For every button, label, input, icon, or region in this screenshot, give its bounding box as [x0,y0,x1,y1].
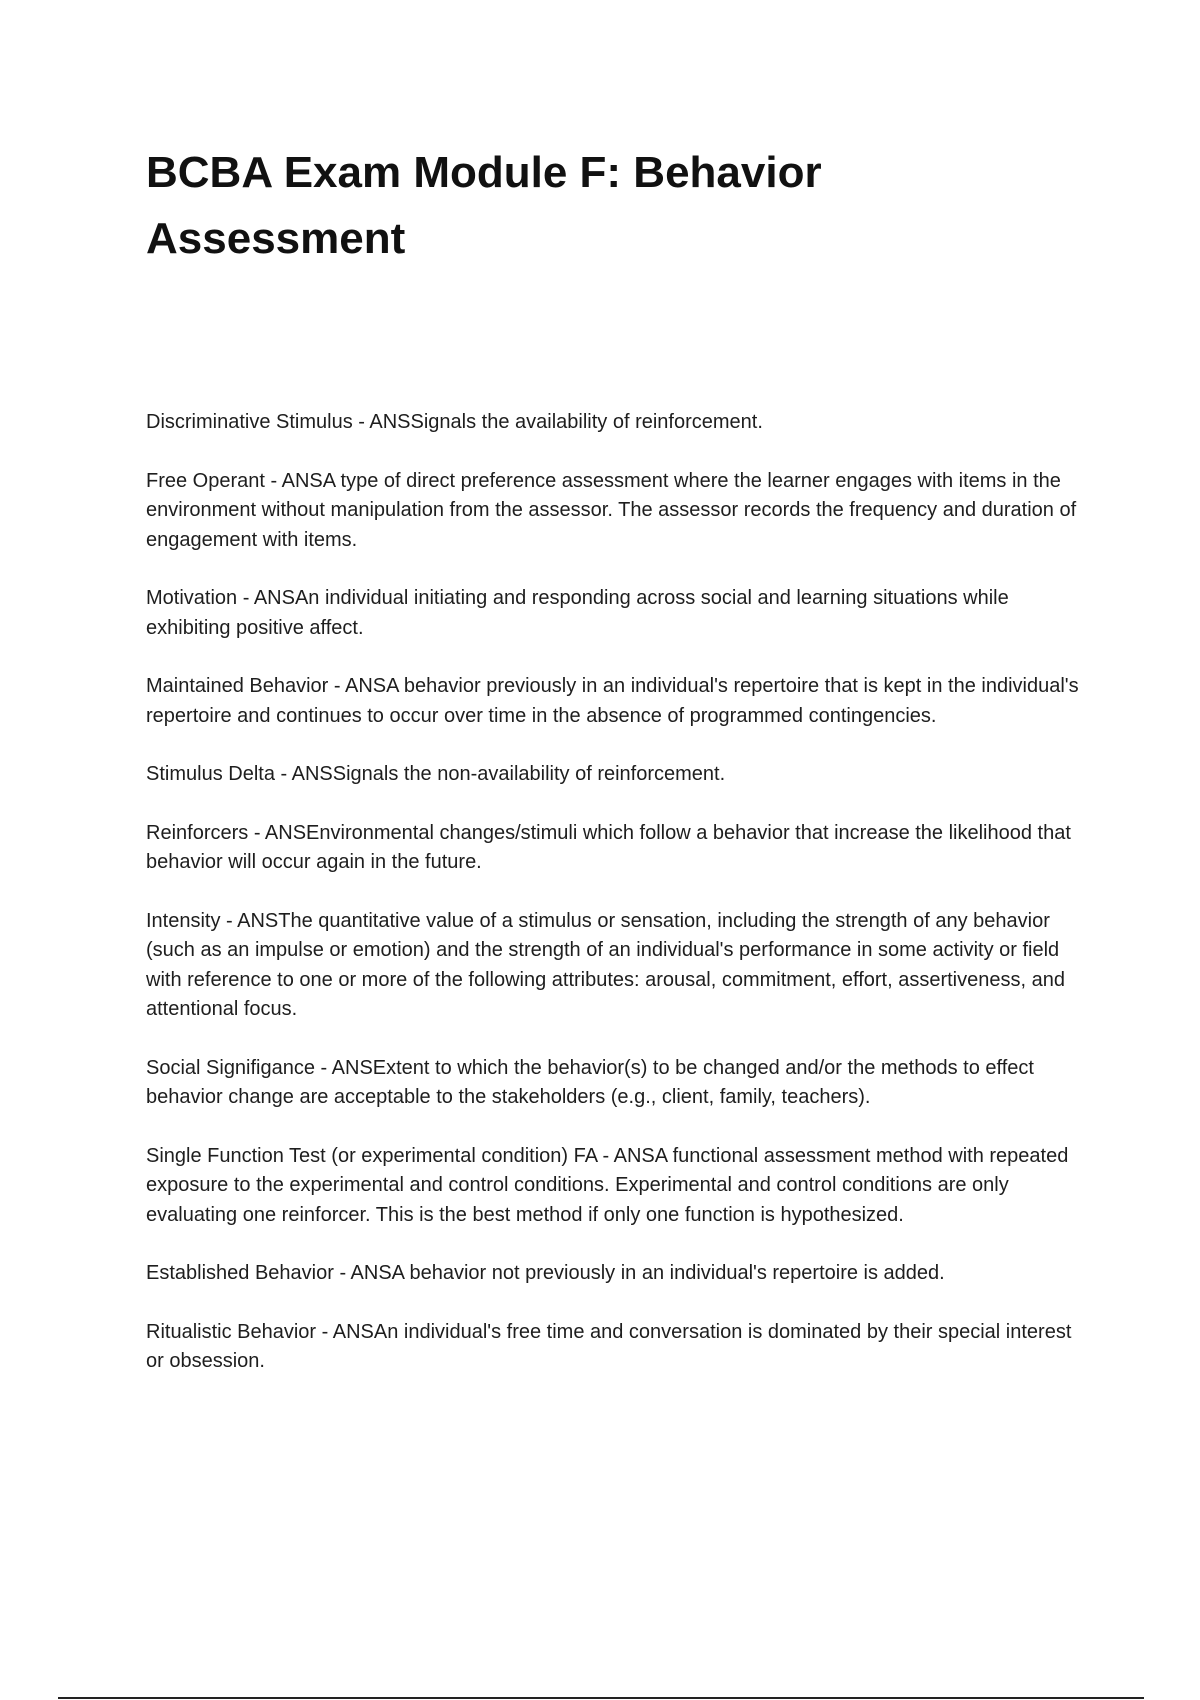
flashcard-entry-social-significance: Social Signifigance - ANSExtent to which the behavior(s) to be changed and/or the methods to effect behavior change are acceptable to the stakeholders (e.g., client, family, teachers). [146,1056,1034,1108]
flashcard-list [146,408,1086,1406]
flashcard-entry-reinforcers: Reinforcers - ANSEnvironmental changes/stimuli which follow a behavior that increase the likelihood that behavior will occur again in the future. [146,821,1071,873]
page-title: BCBA Exam Module F: Behavior Assessment [146,148,822,263]
flashcard-entry-discriminative-stimulus: Discriminative Stimulus - ANSSignals the availability of reinforcement. [146,411,763,433]
flashcard-entry-maintained-behavior: Maintained Behavior - ANSA behavior previously in an individual's repertoire that is kept in the individual's repertoire and continues to occur over time in the absence of programmed contingencies. [146,675,1079,727]
flashcard-entry-ritualistic-behavior: Ritualistic Behavior - ANSAn individual's free time and conversation is dominated by their special interest or obsession. [146,1320,1072,1372]
flashcard-entry-free-operant: Free Operant - ANSA type of direct preference assessment where the learner engages with items in the environment without manipulation from the assessor. The assessor records the frequency and duration of engagement with items. [146,469,1077,551]
flashcard-entry-motivation: Motivation - ANSAn individual initiating and responding across social and learning situations while exhibiting positive affect. [146,587,1009,639]
flashcard-entry-established-behavior: Established Behavior - ANSA behavior not previously in an individual's repertoire is added. [146,1262,945,1284]
page-bottom-divider [58,1697,1144,1699]
flashcard-entry-intensity: Intensity - ANSThe quantitative value of a stimulus or sensation, including the strength of any behavior (such as an impulse or emotion) and the strength of an individual's performance in some activity or field with reference to one or more of the following attributes: arousal, commitment, effort, assertiveness, and attentional focus. [146,909,1065,1020]
flashcard-entry-single-function-test: Single Function Test (or experimental condition) FA - ANSA functional assessment method with repeated exposure to the experimental and control conditions. Experimental and control conditions are only evaluating one reinforcer. This is the best method if only one function is hypothesized. [146,1144,1069,1226]
flashcard-entry-stimulus-delta: Stimulus Delta - ANSSignals the non-availability of reinforcement. [146,763,726,785]
